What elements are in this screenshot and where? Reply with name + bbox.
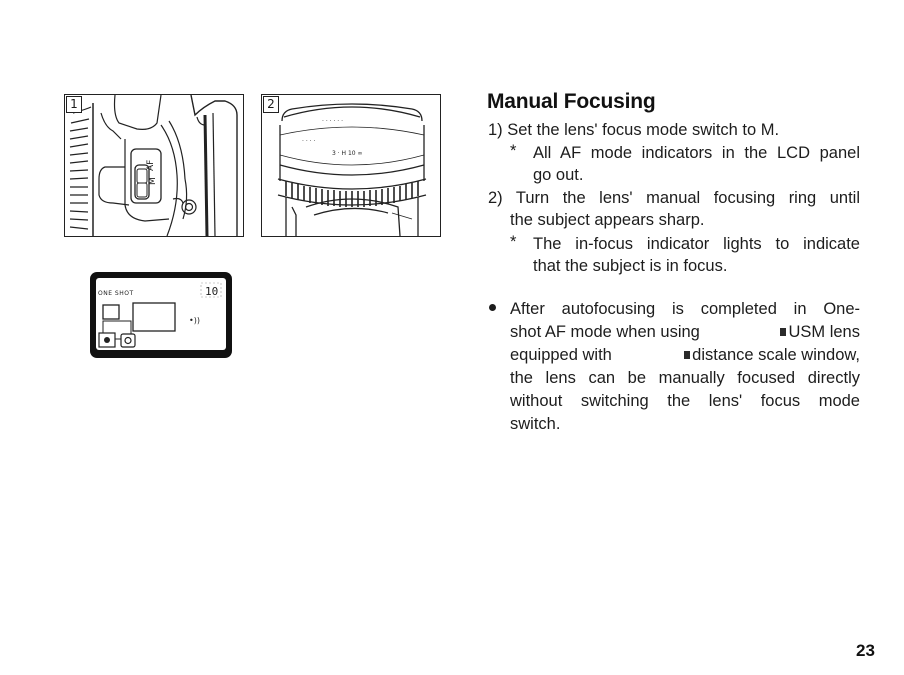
lcd-mode-label: ONE SHOT	[98, 290, 134, 297]
bullet-line-2-part-a: shot AF mode when using	[510, 323, 700, 341]
lens-mark-square	[684, 351, 690, 359]
step-2-note-line-1: The in-focus indicator lights to indicate	[533, 235, 860, 253]
step-1-note-line-1: All AF mode indicators in the LCD panel	[533, 144, 860, 162]
bullet-line-5: without switching the lens' focus mode	[510, 392, 860, 410]
step-2-line-1: 2) Turn the lens' manual focusing ring until	[488, 189, 860, 207]
lcd-panel-illustration	[89, 271, 233, 359]
step-1-note-line-2: go out.	[533, 166, 584, 184]
bullet-line-6: switch.	[510, 415, 561, 433]
bullet-line-4: the lens can be manually focused directly	[510, 369, 860, 387]
bullet-line-3	[510, 345, 860, 365]
bullet-line-2	[510, 322, 860, 342]
section-title: Manual Focusing	[487, 90, 656, 113]
lcd-readout: 10	[205, 285, 219, 298]
camera-switch-illustration	[65, 95, 243, 236]
step-2-note-marker: *	[510, 233, 517, 251]
lens-mark-square	[780, 328, 786, 336]
svg-text:· · · ·: · · · ·	[302, 138, 316, 145]
lens-ring-illustration	[262, 95, 440, 236]
step-1-note-marker: *	[510, 142, 517, 160]
switch-label-af: AF	[146, 159, 156, 171]
figure-1-number: 1	[66, 96, 82, 113]
page-number: 23	[856, 641, 875, 660]
bullet-line-1: After autofocusing is completed in One-	[510, 300, 860, 318]
figure-2-focusing-ring	[261, 94, 441, 237]
bullet-line-3-part-a: equipped with	[510, 346, 612, 364]
figure-2-number: 2	[263, 96, 279, 113]
figure-1-focus-switch	[64, 94, 244, 237]
bullet-dot	[489, 304, 496, 311]
svg-text:· · · · · ·: · · · · · ·	[322, 118, 343, 125]
step-2-note-line-2: that the subject is in focus.	[533, 257, 728, 275]
switch-label-m: M	[148, 177, 158, 185]
svg-text:•)): •))	[189, 316, 200, 325]
bullet-line-2-part-b: USM lens	[778, 322, 860, 342]
step-2-line-2: the subject appears sharp.	[510, 211, 705, 229]
svg-text:3 · H 10 ∞: 3 · H 10 ∞	[332, 150, 363, 157]
bullet-line-3-part-b: distance scale window,	[682, 345, 860, 365]
step-1-line: 1) Set the lens' focus mode switch to M.	[488, 121, 780, 139]
